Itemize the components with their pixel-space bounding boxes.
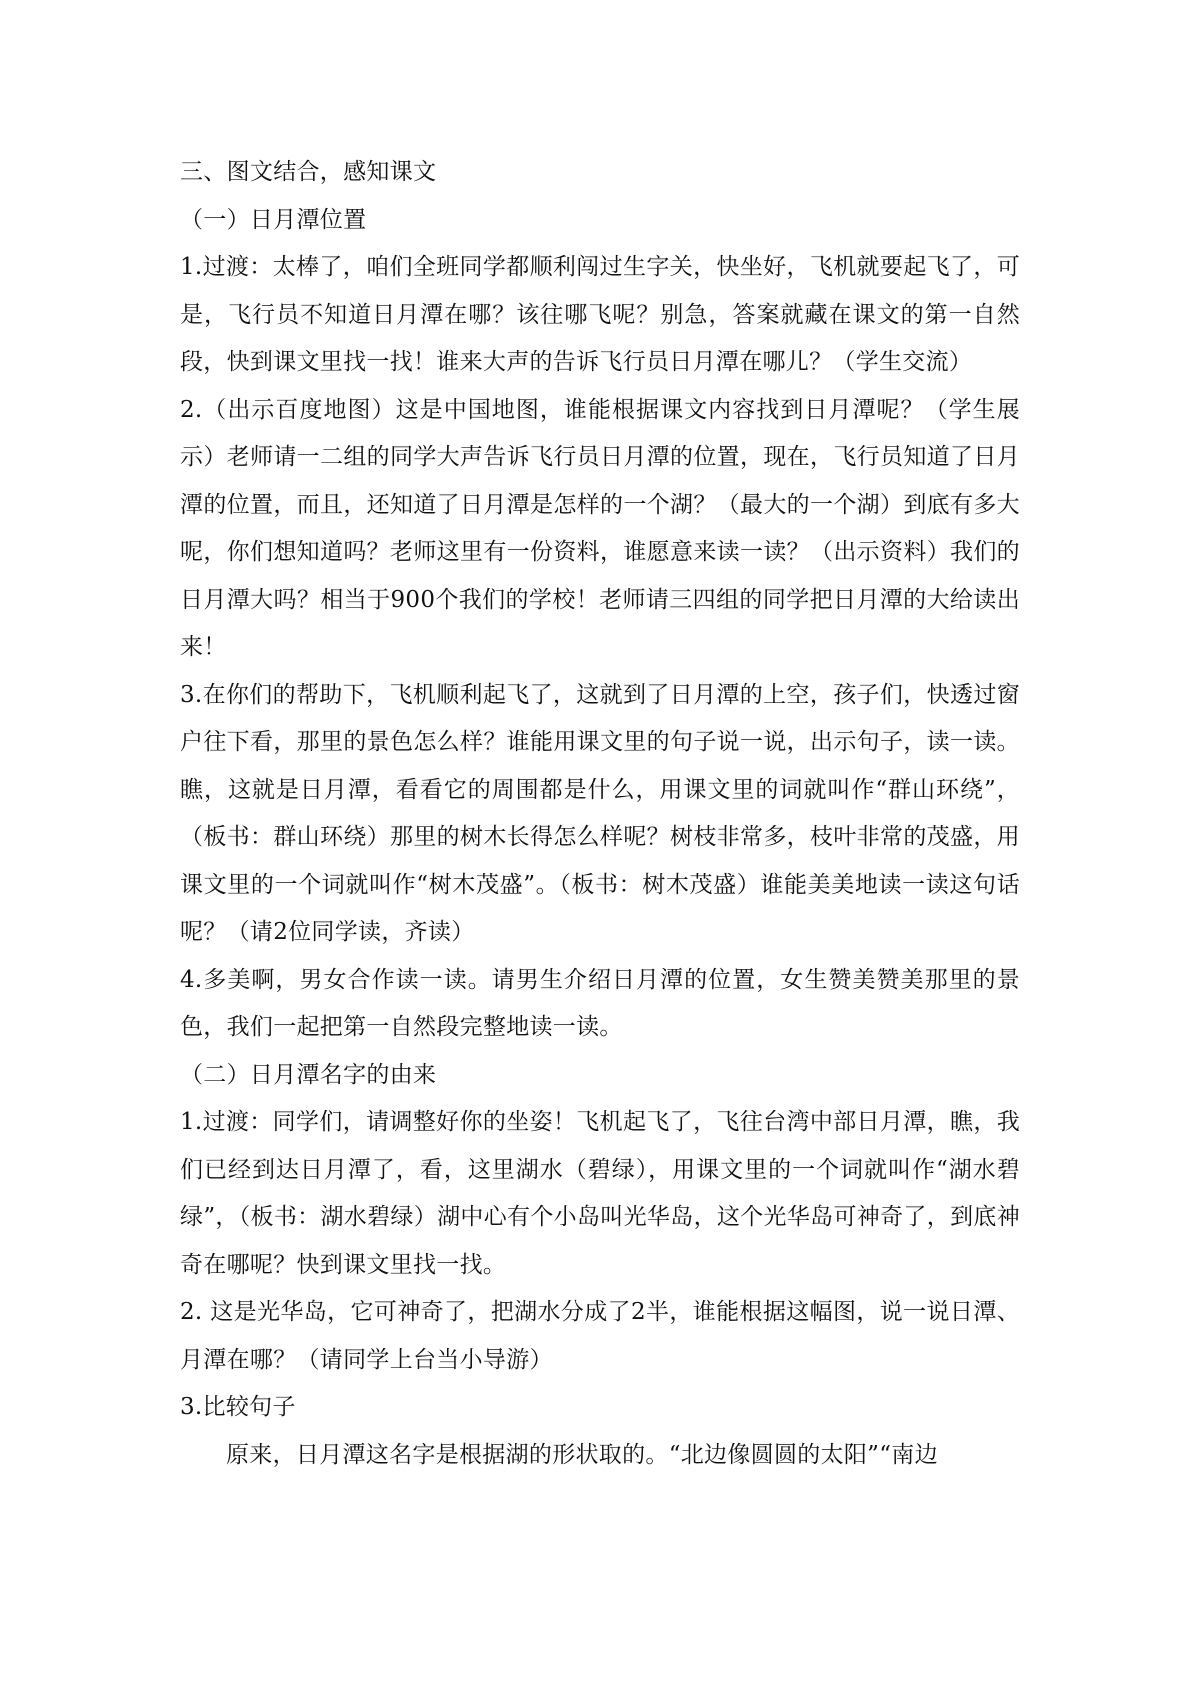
paragraph-step-2: 2. 这是光华岛，它可神奇了，把湖水分成了2半，谁能根据这幅图，说一说日潭、月潭在哪？（请同学上台当小导游）	[180, 1299, 1020, 1373]
document-body	[180, 149, 1020, 1479]
paragraph-step-1: 1.过渡：同学们，请调整好你的坐姿！飞机起飞了，飞往台湾中部日月潭，瞧，我们已经到达日月潭了，看，这里湖水（碧绿），用课文里的一个词就叫作“湖水碧绿”，（板书：湖水碧绿）湖中心有个小岛叫光华岛，这个光华岛可神奇了，到底神奇在哪呢？快到课文里找一找。	[180, 1109, 1020, 1278]
paragraph-step-2: 2.（出示百度地图）这是中国地图，谁能根据课文内容找到日月潭呢？（学生展示）老师请一二组的同学大声告诉飞行员日月潭的位置，现在，飞行员知道了日月潭的位置，而且，还知道了日月潭是怎样的一个湖？（最大的一个湖）到底有多大呢，你们想知道吗？老师这里有一份资料，谁愿意来读一读？（出示资料）我们的日月潭大吗？相当于900个我们的学校！老师请三四组的同学把日月潭的大给读出来！	[180, 396, 1020, 660]
paragraph-step-4: 4.多美啊，男女合作读一读。请男生介绍日月潭的位置，女生赞美赞美那里的景色，我们一起把第一自然段完整地读一读。	[180, 966, 1020, 1040]
paragraph-step-3: 3.在你们的帮助下，飞机顺利起飞了，这就到了日月潭的上空，孩子们，快透过窗户往下看，那里的景色怎么样？谁能用课文里的句子说一说，出示句子，读一读。瞧，这就是日月潭，看看它的周围都是什么，用课文里的词就叫作“群山环绕”，（板书：群山环绕）那里的树木长得怎么样呢？树枝非常多，枝叶非常的茂盛，用课文里的一个词就叫作“树木茂盛”。（板书：树木茂盛）谁能美美地读一读这句话呢？（请2位同学读，齐读）	[180, 681, 1020, 945]
section-heading: 三、图文结合，感知课文	[180, 159, 437, 185]
subsection-heading: （二）日月潭名字的由来	[180, 1061, 437, 1088]
paragraph-step-3: 3.比较句子	[180, 1394, 296, 1420]
subsection-heading: （一）日月潭位置	[180, 206, 367, 233]
body-paragraph: 原来，日月潭这名字是根据湖的形状取的。“北边像圆圆的太阳”“南边	[226, 1441, 938, 1468]
paragraph-step-1: 1.过渡：太棒了，咱们全班同学都顺利闯过生字关，快坐好，飞机就要起飞了，可是，飞行员不知道日月潭在哪？该往哪飞呢？别急，答案就藏在课文的第一自然段，快到课文里找一找！谁来大声的告诉飞行员日月潭在哪儿？（学生交流）	[180, 254, 1020, 375]
